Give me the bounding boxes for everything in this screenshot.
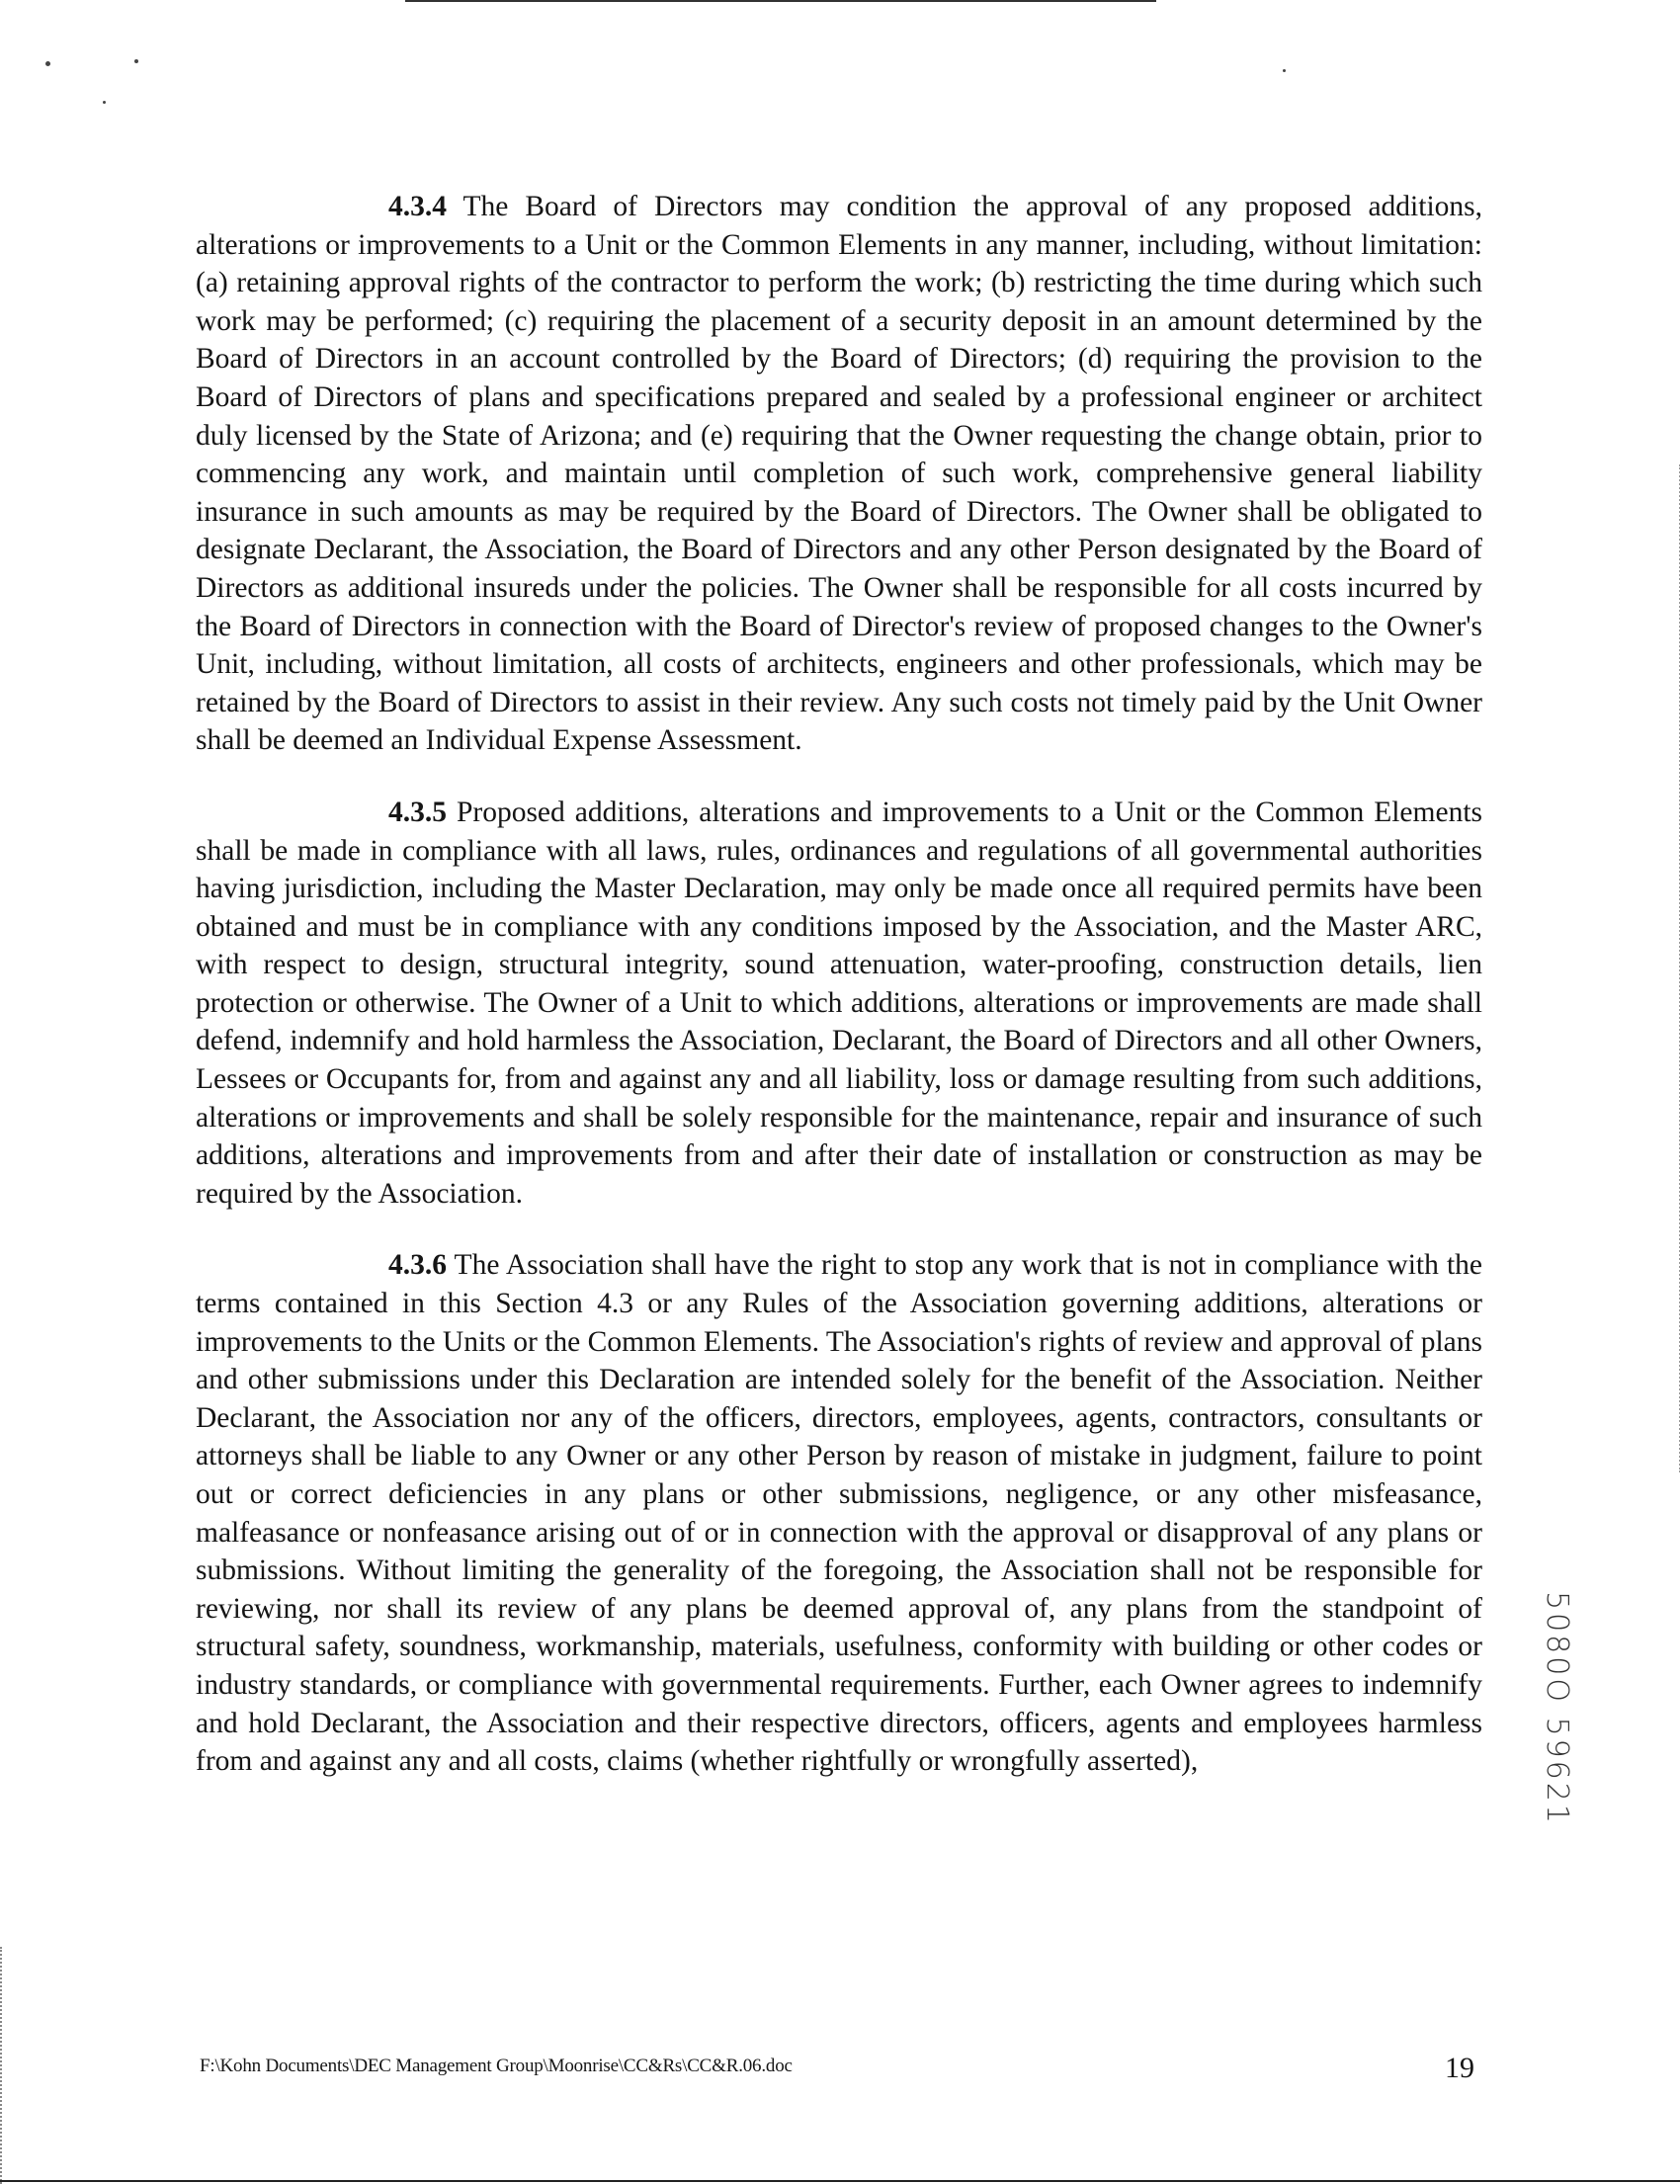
left-scan-edge <box>0 1947 3 2184</box>
footer-file-path: F:\Kohn Documents\DEC Management Group\Moonrise\CC&Rs\CC&R.06.doc <box>200 2056 793 2076</box>
scan-speck <box>1283 69 1286 72</box>
scan-speck <box>134 59 138 63</box>
paragraph-text: Proposed additions, alterations and improvements to a Unit or the Common Elements shall be made in compliance with all laws, rules, ordinances and regulations of all governmental authorities having jurisdiction, including the Master Declaration, may only be made once all required permits have been obtained and must be in compliance with any conditions imposed by the Association, and the Master ARC, with respect to design, structural integrity, sound attenuation, water-proofing, construction details, lien protection or otherwise. The Owner of a Unit to which additions, alterations or improvements are made shall defend, indemnify and hold harmless the Association, Declarant, the Board of Directors and all other Owners, Lessees or Occupants for, from and against any and all liability, loss or damage resulting from such additions, alterations or improvements and shall be solely responsible for the maintenance, repair and insurance of such additions, alterations and improvements from and after their date of installation or construction as may be required by the Association. <box>196 796 1482 1210</box>
section-number: 4.3.6 <box>388 1249 447 1282</box>
scan-speck <box>103 101 106 104</box>
paragraph-4-3-6 <box>196 1246 1482 1780</box>
paragraph-4-3-5 <box>196 794 1482 1214</box>
section-number: 4.3.4 <box>388 191 447 222</box>
paragraph-text: The Board of Directors may condition the approval of any proposed additions, alterations or improvements to a Unit or the Common Elements in any manner, including, without limitation: (a) retaining approval rights of the contractor to perform the work; (b) restricting the time during which such work may be performed; (c) requiring the placement of a security deposit in an amount determined by the Board of Directors in an account controlled by the Board of Directors; (d) requiring the provision to the Board of Directors of plans and specifications prepared and sealed by a professional engineer or architect duly licensed by the State of Arizona; and (e) requiring that the Owner requesting the change obtain, prior to commencing any work, and maintain until completion of such work, comprehensive general liability insurance in such amounts as may be required by the Board of Directors. The Owner shall be obligated to designate Declarant, the Association, the Board of Directors and any other Person designated by the Board of Directors as additional insureds under the policies. The Owner shall be responsible for all costs incurred by the Board of Directors in connection with the Board of Director's review of proposed changes to the Owner's Unit, including, without limitation, all costs of architects, engineers and other professionals, which may be retained by the Board of Directors to assist in their review. Any such costs not timely paid by the Unit Owner shall be deemed an Individual Expense Assessment. <box>196 191 1482 757</box>
paragraph-text: The Association shall have the right to stop any work that is not in compliance with the terms contained in this Section 4.3 or any Rules of the Association governing additions, alterations or improvements to the Units or the Common Elements. The Association's rights of review and approval of plans and other submissions under this Declaration are intended solely for the benefit of the Association. Neither Declarant, the Association nor any of the officers, directors, employees, agents, contractors, consultants or attorneys shall be liable to any Owner or any other Person by reason of mistake in judgment, failure to point out or correct deficiencies in any plans or other submissions, negligence, or any other misfeasance, malfeasance or nonfeasance arising out of or in connection with the approval or disapproval of any plans or submissions. Without limiting the generality of the foregoing, the Association shall not be responsible for reviewing, nor shall its review of any plans be deemed approval of, any plans from the standpoint of structural safety, soundness, workmanship, materials, usefulness, conformity with building or other codes or industry standards, or compliance with governmental requirements. Further, each Owner agrees to indemnify and hold Declarant, the Association and their respective directors, officers, agents and employees harmless from and against any and all costs, claims (whether rightfully or wrongfully asserted), <box>196 1249 1482 1778</box>
top-scan-rule <box>405 0 1156 2</box>
section-number: 4.3.5 <box>388 796 447 828</box>
paragraph-4-3-4 <box>196 188 1482 760</box>
side-recording-stamp: 5080O 59621 <box>1540 1591 1574 1826</box>
scan-speck <box>45 61 50 66</box>
page-number: 19 <box>1445 2052 1474 2084</box>
document-body <box>196 188 1482 1814</box>
